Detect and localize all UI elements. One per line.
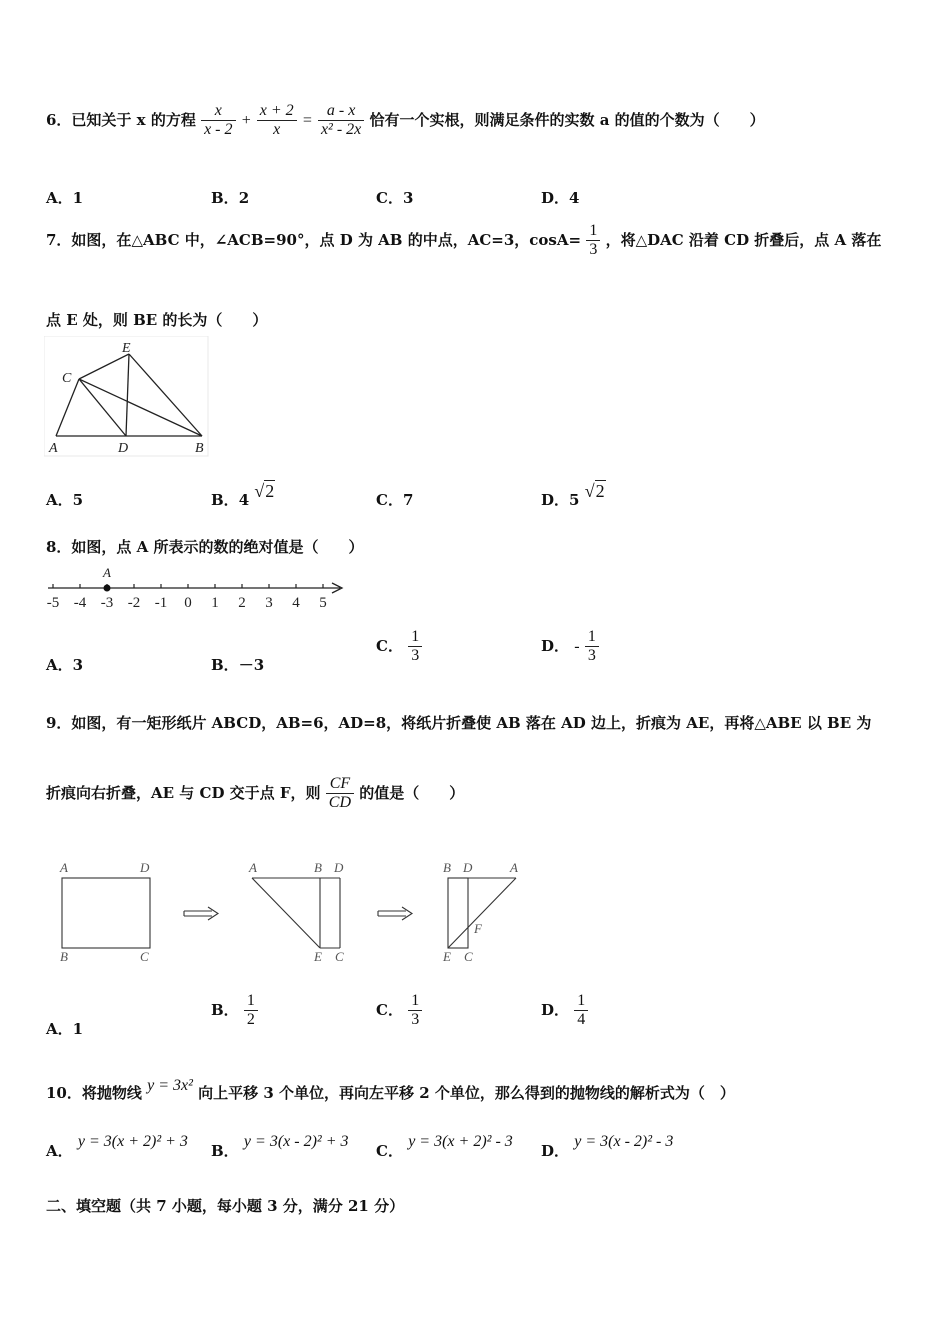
q9-fold-figures bbox=[52, 856, 532, 966]
q9-fig2-label-c: C bbox=[335, 949, 344, 964]
q10-formula: y = 3x² bbox=[147, 1077, 193, 1094]
q9-cf-cd-fraction bbox=[326, 775, 354, 813]
q9-option-a-label: A． bbox=[46, 1020, 73, 1038]
q9-option-d-fraction bbox=[574, 992, 588, 1030]
q6-option-a-value: 1 bbox=[72, 189, 84, 207]
q10-option-b-formula: y = 3(x - 2)² + 3 bbox=[243, 1133, 349, 1150]
q7-cos-fraction bbox=[586, 222, 600, 260]
q8-tick-label: -5 bbox=[46, 595, 60, 611]
q8-option-d-fraction bbox=[585, 628, 599, 666]
q9-option-d-label: D． bbox=[541, 1000, 570, 1019]
q6-option-b-label: B． bbox=[211, 189, 239, 207]
q10-option-a-label: A． bbox=[46, 1142, 73, 1160]
q10-option-b-label: B． bbox=[211, 1142, 239, 1160]
q7-option-b-value: 4 bbox=[238, 491, 250, 509]
q7-option-c-value: 7 bbox=[402, 491, 414, 509]
q6-suffix: 恰有一个实根，则满足条件的实数 a 的值的个数为（ ） bbox=[369, 110, 765, 129]
q8-option-a[interactable] bbox=[46, 654, 83, 675]
q9-option-d[interactable] bbox=[541, 992, 588, 1030]
q9-arrow-2 bbox=[378, 907, 412, 920]
q10-option-a-formula: y = 3(x + 2)² + 3 bbox=[77, 1133, 188, 1150]
q7-option-b-sqrt: √2 bbox=[254, 481, 275, 501]
q8-option-a-value: 3 bbox=[72, 656, 84, 674]
q8-option-d[interactable] bbox=[541, 628, 599, 666]
q7-option-d[interactable] bbox=[541, 481, 606, 510]
question-7-stem bbox=[46, 222, 881, 260]
q7-seg-cd bbox=[79, 379, 126, 436]
q9-fig1-rectangle bbox=[62, 878, 150, 948]
question-9-stem: 9．如图，有一矩形纸片 ABCD，AB=6，AD=8，将纸片折叠使 AB 落在 AD 边上，折痕为 AE，再将△ABE 以 BE 为 bbox=[46, 714, 872, 732]
q8-option-d-sign: - bbox=[574, 637, 580, 655]
q8-tick-label: 5 bbox=[319, 595, 327, 611]
q7-option-d-radicand: 2 bbox=[595, 481, 605, 501]
q10-option-c[interactable] bbox=[376, 1133, 513, 1161]
q7-option-d-sqrt: √2 bbox=[584, 481, 605, 501]
q8-option-c[interactable] bbox=[376, 628, 422, 666]
q6-option-d-label: D． bbox=[541, 189, 570, 207]
q9-option-b-numerator: 1 bbox=[244, 992, 258, 1011]
q8-option-b[interactable] bbox=[211, 654, 264, 675]
q7-label-e: E bbox=[122, 341, 131, 356]
q9-fig3-shape bbox=[448, 878, 516, 948]
q9-text-a: 折痕向右折叠，AE 与 CD 交于点 F，则 bbox=[46, 783, 321, 802]
q6-option-b-value: 2 bbox=[238, 189, 250, 207]
q9-option-d-denominator: 4 bbox=[577, 1011, 586, 1029]
q9-fig2-label-d: D bbox=[334, 860, 344, 875]
q6-fraction-3 bbox=[318, 102, 364, 140]
q7-option-d-label: D． bbox=[541, 491, 570, 509]
q9-fig3-label-d: D bbox=[463, 860, 473, 875]
q9-fig1-label-b: B bbox=[60, 949, 68, 964]
question-10-stem bbox=[46, 1077, 735, 1103]
q9-option-c-fraction bbox=[408, 992, 422, 1030]
q7-seg-ac bbox=[56, 379, 79, 436]
q8-tick-label: 4 bbox=[292, 595, 300, 611]
q9-option-c-label: C． bbox=[376, 1000, 403, 1019]
q7-label-c: C bbox=[62, 371, 72, 386]
q8-tick-label: -4 bbox=[73, 595, 87, 611]
q8-option-c-denominator: 3 bbox=[411, 647, 420, 665]
q9-fig1-label-d: D bbox=[140, 860, 150, 875]
q8-point-a bbox=[104, 585, 111, 592]
q8-point-a-label: A bbox=[103, 565, 111, 580]
q9-fig2-label-b: B bbox=[314, 860, 322, 875]
q6-plus: + bbox=[240, 111, 252, 129]
q7-option-c[interactable] bbox=[376, 489, 413, 510]
q7-seg-ce bbox=[79, 354, 129, 379]
q7-option-b-radicand: 2 bbox=[265, 481, 275, 501]
q9-option-a-value: 1 bbox=[72, 1020, 84, 1038]
q8-option-d-denominator: 3 bbox=[587, 647, 596, 665]
q9-fig3-label-c: C bbox=[464, 949, 473, 964]
q9-fig3-label-a: A bbox=[510, 860, 518, 875]
q8-tick-label: -1 bbox=[154, 595, 168, 611]
q9-fig1-label-c: C bbox=[140, 949, 149, 964]
question-6-stem bbox=[46, 102, 765, 140]
q7-seg-eb bbox=[129, 354, 202, 436]
q7-line-2: 点 E 处，则 BE 的长为（ ） bbox=[46, 311, 268, 329]
q8-option-d-label: D． bbox=[541, 636, 570, 655]
q9-fig2-label-e: E bbox=[314, 949, 322, 964]
q8-tick-label: 1 bbox=[211, 595, 219, 611]
q6-option-a-label: A． bbox=[46, 189, 73, 207]
q7-text-b: ，将△DAC 沿着 CD 折叠后，点 A 落在 bbox=[605, 230, 882, 249]
q6-option-c[interactable] bbox=[376, 187, 413, 208]
q10-option-d[interactable] bbox=[541, 1133, 674, 1161]
q6-f3-denominator: x² - 2x bbox=[320, 121, 362, 139]
q8-option-b-value: －3 bbox=[238, 656, 265, 674]
q8-tick-label: -3 bbox=[100, 595, 114, 611]
q7-text-a: 7．如图，在△ABC 中，∠ACB=90°，点 D 为 AB 的中点，AC=3，cosA= bbox=[46, 230, 582, 249]
q8-tick-label: 2 bbox=[238, 595, 246, 611]
q9-frac-denominator: CD bbox=[328, 794, 352, 812]
q8-tick-label: 0 bbox=[184, 595, 192, 611]
q7-option-b-label: B． bbox=[211, 491, 239, 509]
q7-seg-cb bbox=[79, 379, 202, 436]
q6-option-b[interactable] bbox=[211, 187, 249, 208]
q7-option-a[interactable] bbox=[46, 489, 83, 510]
q8-option-c-numerator: 1 bbox=[408, 628, 422, 647]
q9-line-2 bbox=[46, 775, 464, 813]
q6-f1-numerator: x bbox=[201, 102, 235, 121]
q6-option-c-value: 3 bbox=[402, 189, 414, 207]
q7-label-a: A bbox=[49, 441, 58, 456]
q10-option-a[interactable] bbox=[46, 1133, 188, 1161]
q8-option-a-label: A． bbox=[46, 656, 73, 674]
q7-option-d-value: 5 bbox=[569, 491, 580, 509]
q10-option-d-formula: y = 3(x - 2)² - 3 bbox=[574, 1133, 674, 1150]
q9-frac-numerator: CF bbox=[326, 775, 354, 794]
q6-equals: = bbox=[301, 111, 313, 129]
q10-suffix: 向上平移 3 个单位，再向左平移 2 个单位，那么得到的抛物线的解析式为（ ） bbox=[198, 1084, 735, 1102]
q8-option-c-label: C． bbox=[376, 636, 403, 655]
q9-option-b[interactable] bbox=[211, 992, 258, 1030]
q6-option-c-label: C． bbox=[376, 189, 403, 207]
q9-option-c-denominator: 3 bbox=[411, 1011, 420, 1029]
q9-option-b-denominator: 2 bbox=[246, 1011, 255, 1029]
q9-text-b: 的值是（ ） bbox=[359, 783, 465, 802]
q9-arrow-1 bbox=[184, 907, 218, 920]
q7-cos-denominator: 3 bbox=[589, 241, 598, 259]
q6-fraction-2 bbox=[257, 102, 297, 140]
q9-fig1-label-a: A bbox=[60, 860, 68, 875]
q9-option-c[interactable] bbox=[376, 992, 422, 1030]
q9-option-b-label: B． bbox=[211, 1000, 239, 1019]
q6-f2-numerator: x + 2 bbox=[257, 102, 297, 121]
q6-option-a[interactable] bbox=[46, 187, 83, 208]
q6-fraction-1 bbox=[201, 102, 235, 140]
q8-tick-label: 3 bbox=[265, 595, 273, 611]
q9-option-a[interactable] bbox=[46, 1018, 83, 1039]
q9-fig3-label-e: E bbox=[443, 949, 451, 964]
q9-option-c-numerator: 1 bbox=[408, 992, 422, 1011]
q10-option-c-label: C． bbox=[376, 1142, 403, 1160]
q7-cos-numerator: 1 bbox=[586, 222, 600, 241]
q7-label-d: D bbox=[118, 441, 129, 456]
q7-option-a-label: A． bbox=[46, 491, 73, 509]
question-8-stem: 8．如图，点 A 所表示的数的绝对值是（ ） bbox=[46, 538, 364, 556]
q8-option-b-label: B． bbox=[211, 656, 239, 674]
q9-fig3-label-b: B bbox=[443, 860, 451, 875]
q9-option-b-fraction bbox=[244, 992, 258, 1030]
q6-f1-denominator: x - 2 bbox=[204, 121, 233, 139]
q7-option-a-value: 5 bbox=[72, 491, 84, 509]
q6-option-d[interactable] bbox=[541, 187, 579, 208]
q8-tick-label: -2 bbox=[127, 595, 141, 611]
q6-f2-denominator: x bbox=[273, 121, 281, 139]
q9-fig2-label-a: A bbox=[249, 860, 257, 875]
q8-option-d-numerator: 1 bbox=[585, 628, 599, 647]
q9-option-d-numerator: 1 bbox=[574, 992, 588, 1011]
q10-option-b[interactable] bbox=[211, 1133, 349, 1161]
q7-option-b[interactable] bbox=[211, 481, 275, 510]
q7-seg-ed bbox=[126, 354, 129, 436]
q10-option-c-formula: y = 3(x + 2)² - 3 bbox=[408, 1133, 513, 1150]
q10-option-d-label: D． bbox=[541, 1142, 570, 1160]
q7-triangle-figure bbox=[44, 336, 214, 458]
q9-fig3-label-f: F bbox=[474, 921, 482, 936]
q8-option-c-fraction bbox=[408, 628, 422, 666]
q9-fig2-shape bbox=[252, 878, 340, 948]
q6-f3-numerator: a - x bbox=[318, 102, 364, 121]
q6-prefix: 6．已知关于 x 的方程 bbox=[46, 110, 196, 129]
q10-prefix: 10．将抛物线 bbox=[46, 1084, 142, 1102]
q7-label-b: B bbox=[195, 441, 204, 456]
section-2-title: 二、填空题（共 7 小题，每小题 3 分，满分 21 分） bbox=[46, 1197, 405, 1215]
q7-option-c-label: C． bbox=[376, 491, 403, 509]
q6-option-d-value: 4 bbox=[569, 189, 580, 207]
q8-number-line bbox=[40, 562, 350, 614]
